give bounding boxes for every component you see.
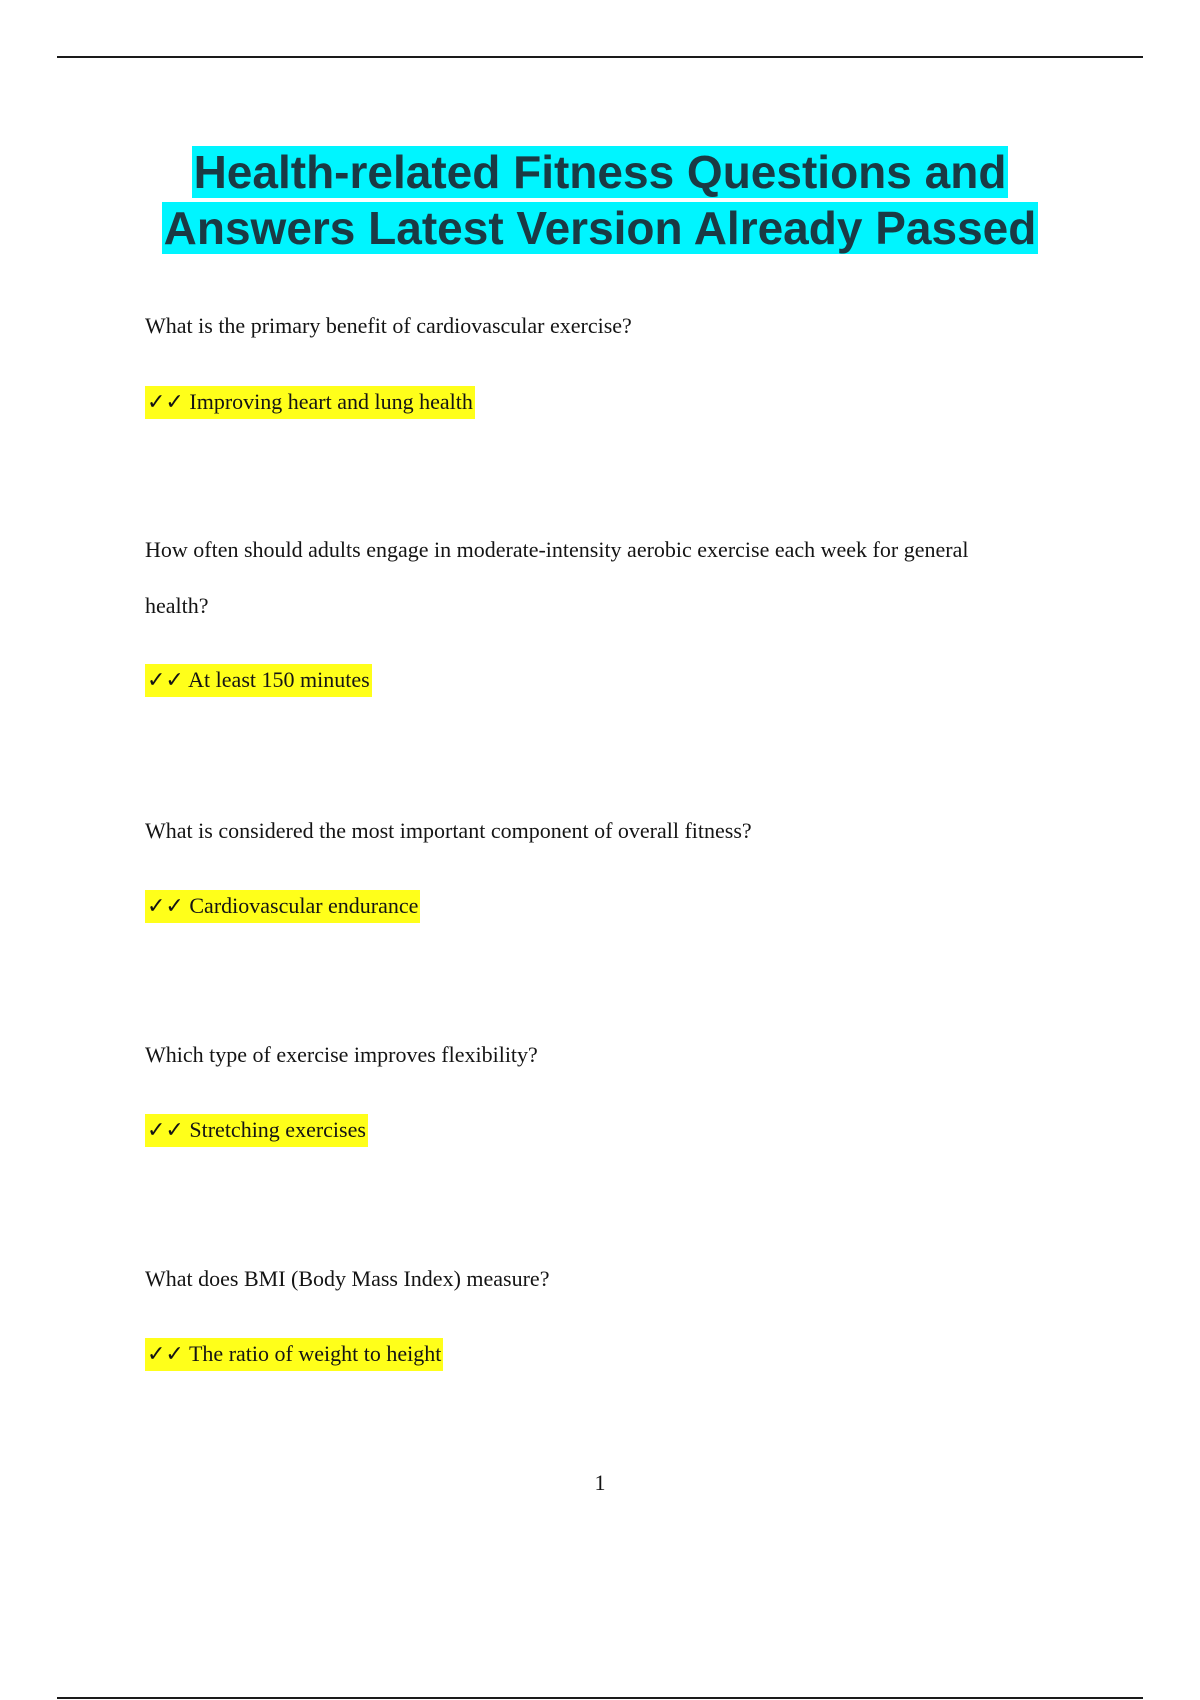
question-text-line-1: How often should adults engage in moderate-intensity aerobic exercise each week for general	[145, 537, 969, 562]
question-1	[145, 298, 1075, 354]
answer-text: The ratio of weight to height	[188, 1341, 442, 1366]
question-text: What does BMI (Body Mass Index) measure?	[145, 1266, 550, 1291]
answer-5	[145, 1338, 443, 1371]
check-icon: ✓✓	[147, 390, 184, 415]
answer-3	[145, 890, 420, 923]
answer-text: Cardiovascular endurance	[189, 893, 419, 918]
check-icon: ✓✓	[147, 668, 184, 693]
answer-1	[145, 386, 475, 419]
check-icon: ✓✓	[147, 1118, 184, 1143]
check-icon: ✓✓	[147, 1342, 184, 1367]
answer-text: Stretching exercises	[189, 1117, 366, 1142]
question-text: Which type of exercise improves flexibility?	[145, 1042, 538, 1067]
question-text-line-2: health?	[145, 593, 209, 618]
bottom-rule	[57, 1697, 1143, 1699]
title-line-1: Health-related Fitness Questions and	[193, 146, 1007, 198]
question-5	[145, 1251, 1075, 1307]
top-rule	[57, 56, 1143, 58]
answer-text: At least 150 minutes	[188, 667, 370, 692]
title-line-2: Answers Latest Version Already Passed	[163, 202, 1037, 254]
answer-4	[145, 1114, 368, 1147]
answer-text: Improving heart and lung health	[189, 389, 473, 414]
question-3	[145, 803, 1075, 859]
document-title	[0, 144, 1200, 256]
answer-2	[145, 664, 372, 697]
question-text: What is the primary benefit of cardiovascular exercise?	[145, 313, 632, 338]
check-icon: ✓✓	[147, 894, 184, 919]
question-4	[145, 1027, 1075, 1083]
question-2	[145, 522, 1075, 634]
question-text: What is considered the most important component of overall fitness?	[145, 818, 752, 843]
page-number: 1	[594, 1470, 606, 1495]
